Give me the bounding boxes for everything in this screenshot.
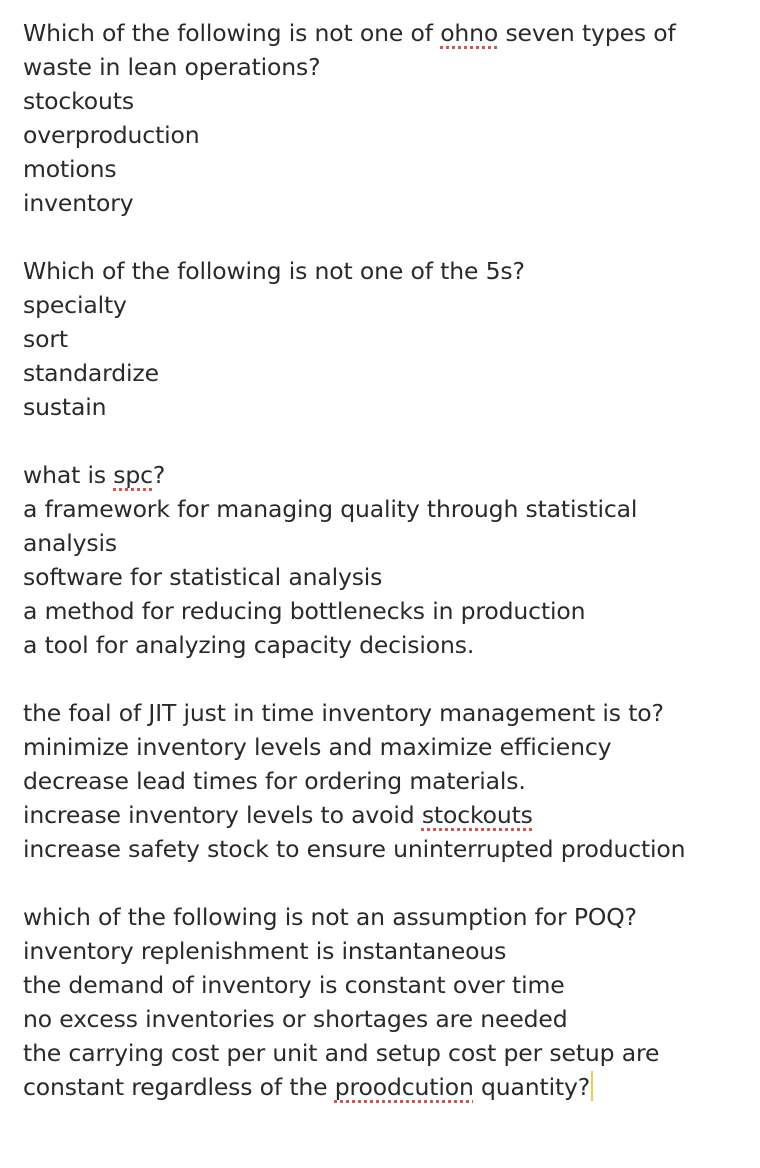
option-line[interactable]: overproduction xyxy=(23,121,200,149)
misspelled-word[interactable]: stockouts xyxy=(421,801,533,829)
option-line[interactable]: the demand of inventory is constant over time xyxy=(23,971,565,999)
question-2-line[interactable]: Which of the following is not one of the 5s? xyxy=(23,257,525,285)
question-1-line-2[interactable]: waste in lean operations? xyxy=(23,53,321,81)
option-line[interactable]: a tool for analyzing capacity decisions. xyxy=(23,631,475,659)
option-line[interactable]: constant regardless of the proodcution quantity? xyxy=(23,1070,735,1104)
question-1-line-1[interactable]: Which of the following is not one of ohno seven types of xyxy=(23,19,676,47)
question-5-line[interactable]: which of the following is not an assumption for POQ? xyxy=(23,903,637,931)
option-line[interactable]: stockouts xyxy=(23,87,134,115)
text-caret xyxy=(591,1071,593,1101)
misspelled-word[interactable]: ohno xyxy=(440,19,499,47)
text-editor[interactable] xyxy=(23,16,735,1104)
blank-line[interactable] xyxy=(23,220,735,254)
option-line[interactable]: inventory replenishment is instantaneous xyxy=(23,937,507,965)
option-line[interactable]: software for statistical analysis xyxy=(23,563,383,591)
option-line[interactable]: no excess inventories or shortages are needed xyxy=(23,1005,568,1033)
option-line[interactable]: standardize xyxy=(23,359,159,387)
option-line[interactable]: decrease lead times for ordering materials. xyxy=(23,767,526,795)
option-line[interactable]: motions xyxy=(23,155,117,183)
misspelled-word[interactable]: proodcution xyxy=(334,1073,474,1101)
option-line[interactable]: sustain xyxy=(23,393,107,421)
question-4-line[interactable]: the foal of JIT just in time inventory management is to? xyxy=(23,699,664,727)
blank-line[interactable] xyxy=(23,424,735,458)
option-line[interactable]: the carrying cost per unit and setup cost per setup are xyxy=(23,1039,660,1067)
option-line[interactable]: increase safety stock to ensure uninterrupted production xyxy=(23,835,686,863)
option-line[interactable]: sort xyxy=(23,325,68,353)
misspelled-word[interactable]: spc xyxy=(113,461,153,489)
question-3-line[interactable]: what is spc? xyxy=(23,461,166,489)
option-line[interactable]: a method for reducing bottlenecks in production xyxy=(23,597,586,625)
option-line[interactable]: analysis xyxy=(23,529,117,557)
option-line[interactable]: specialty xyxy=(23,291,127,319)
option-line[interactable]: increase inventory levels to avoid stockouts xyxy=(23,801,533,829)
option-line[interactable]: inventory xyxy=(23,189,134,217)
option-line[interactable]: a framework for managing quality through statistical xyxy=(23,495,638,523)
blank-line[interactable] xyxy=(23,866,735,900)
blank-line[interactable] xyxy=(23,662,735,696)
option-line[interactable]: minimize inventory levels and maximize efficiency xyxy=(23,733,612,761)
